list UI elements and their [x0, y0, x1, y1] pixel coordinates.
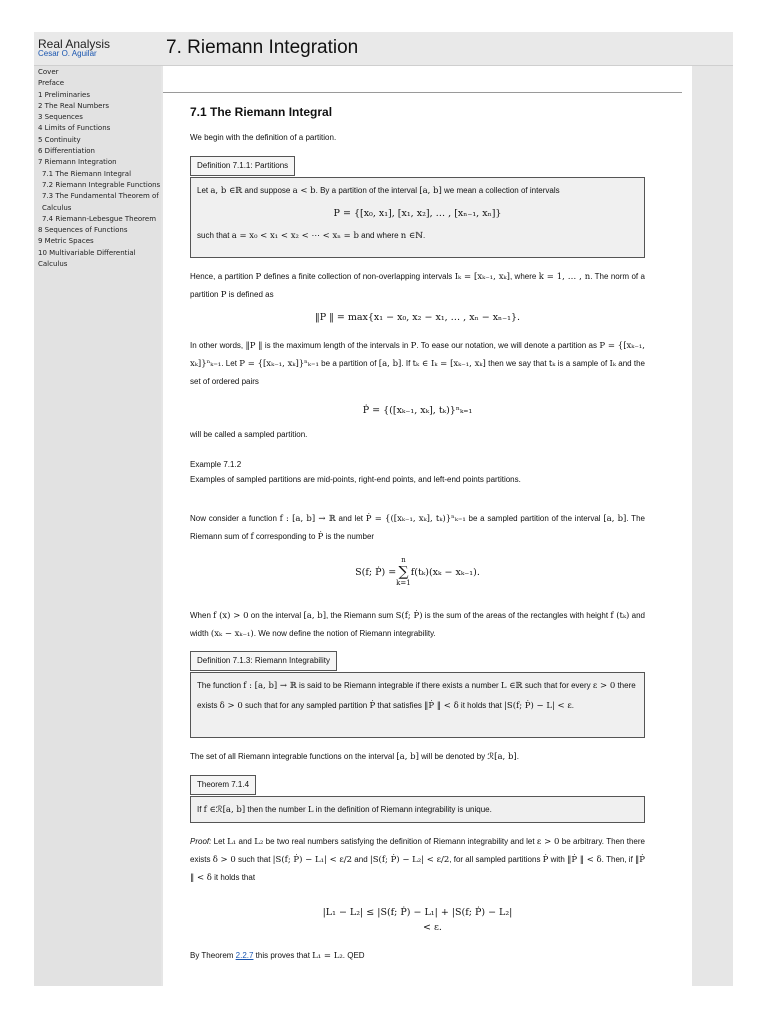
- paragraph-areas: When f (x) > 0 on the interval [a, b], the Riemann sum S(f; Ṗ) is the sum of the areas of the rectangles with height f (tₖ) and width (xₖ − xₖ₋₁). We now define the notion of Riemann integrability.: [190, 611, 645, 639]
- toc-item[interactable]: 8 Sequences of Functions: [38, 226, 128, 235]
- inequality-line-1: |L₁ − L₂| ≤ |S(f; Ṗ) − L₁| + |S(f; Ṗ) − L₂|: [322, 907, 513, 918]
- definition-label: Definition 7.1.1: Partitions: [190, 156, 295, 176]
- toc-item[interactable]: 7 Riemann Integration: [38, 158, 117, 167]
- chapter-title: 7. Riemann Integration: [166, 37, 359, 58]
- theorem-box: If f ∈ℛ[a, b] then the number L in the definition of Riemann integrability is unique.: [190, 796, 645, 823]
- paragraph-integrable-set: The set of all Riemann integrable functions on the interval [a, b] will be denoted by ℛ[a, b].: [190, 752, 519, 762]
- riemann-sum-equation: S(f; Ṗ) = n ∑ k=1 f(tₖ)(xₖ − xₖ₋₁).: [355, 556, 480, 587]
- paragraph-sampled: will be called a sampled partition.: [190, 430, 308, 439]
- norm-equation: ‖P ‖ = max{x₁ − x₀, x₂ − x₁, … , xₙ − xₙ₋₁}.: [314, 312, 521, 323]
- header-divider: [163, 92, 682, 93]
- toc-item[interactable]: Cover: [38, 68, 59, 76]
- definition-box: Let a, b ∈ℝ and suppose a < b. By a partition of the interval [a, b] we mean a collection of intervals P = {[x₀, x₁], [x₁, x₂], … , [xₙ₋₁, xₙ]} such that a = x₀ < x₁ < x₂ < ⋯ < xₙ = b and where n ∈ℕ.: [190, 177, 645, 258]
- table-of-contents: [38, 67, 161, 270]
- toc-item[interactable]: 10 Multivariable Differential Calculus: [38, 248, 136, 269]
- paragraph-norm: In other words, ‖P ‖ is the maximum length of the intervals in P. To ease our notation, we will denote a partition as P = {[xₖ₋₁, xₖ]}ⁿₖ₌₁. Let P = {[xₖ₋₁, xₖ]}ⁿₖ₌₁ be a partition of [a, b]. If tₖ ∈ Iₖ = [xₖ₋₁, xₖ] then we say that tₖ is a sample of Iₖ and the set of ordered pairs: [190, 341, 646, 386]
- inequality-block: [190, 905, 645, 935]
- toc-item[interactable]: 7.4 Riemann-Lebesgue Theorem: [42, 214, 157, 223]
- toc-item[interactable]: 9 Metric Spaces: [38, 237, 94, 246]
- toc-item[interactable]: 3 Sequences: [38, 113, 83, 122]
- example: [190, 457, 645, 487]
- toc-item[interactable]: 7.3 The Fundamental Theorem of Calculus: [42, 192, 159, 212]
- proof-paragraph: Proof: Let L₁ and L₂ be two real numbers satisfying the definition of Riemann integrability and let ε > 0 be arbitrary. Then there exists δ > 0 such that |S(f; Ṗ) − L₁| < ε/2 and |S(f; Ṗ) − L₂| < ε/2, for all sampled partitions Ṗ with ‖Ṗ ‖ < δ. Then, if ‖Ṗ ‖ < δ it holds that: [190, 837, 646, 883]
- book-title[interactable]: Real Analysis: [38, 37, 111, 51]
- toc-item[interactable]: 2 The Real Numbers: [38, 101, 110, 110]
- closing-paragraph: By Theorem 2.2.7 this proves that L₁ = L₂. QED: [190, 951, 365, 961]
- toc-item[interactable]: 7.1 The Riemann Integral: [42, 169, 132, 178]
- book-author[interactable]: Cesar O. Aguilar: [38, 49, 97, 58]
- theorem-label: Theorem 7.1.4: [190, 775, 256, 795]
- right-gutter: [692, 66, 733, 986]
- theorem-link[interactable]: 2.2.7: [235, 951, 254, 960]
- intro-paragraph: We begin with the definition of a partition.: [190, 133, 337, 142]
- paragraph-riemann-sum: Now consider a function f : [a, b] → ℝ and let Ṗ = {([xₖ₋₁, xₖ], tₖ)}ⁿₖ₌₁ be a sampled partition of the interval [a, b]. The Riemann sum of f corresponding to Ṗ is the number: [190, 514, 645, 542]
- toc-item[interactable]: 4 Limits of Functions: [38, 124, 111, 133]
- definition-label: Definition 7.1.3: Riemann Integrability: [190, 651, 337, 671]
- toc-item[interactable]: Preface: [38, 79, 65, 88]
- header-bar: [34, 32, 733, 66]
- example-label: Example 7.1.2: [190, 460, 242, 469]
- definition-box: The function f : [a, b] → ℝ is said to be Riemann integrable if there exists a number L ∈ℝ such that for every ε > 0 there exists δ > 0 such that for any sampled partition Ṗ that satisfies ‖Ṗ ‖ < δ it holds that |S(f; Ṗ) − L| < ε.: [190, 672, 645, 738]
- proof-label: Proof:: [190, 837, 212, 846]
- inequality-line-2: < ε.: [423, 922, 442, 933]
- example-text: Examples of sampled partitions are mid-points, right-end points, and left-end points partitions.: [190, 475, 521, 484]
- partition-equation: P = {[x₀, x₁], [x₁, x₂], … , [xₙ₋₁, xₙ]}: [333, 208, 502, 219]
- toc-item[interactable]: 5 Continuity: [38, 135, 81, 144]
- toc-item[interactable]: 7.2 Riemann Integrable Functions: [42, 180, 161, 189]
- toc-item[interactable]: 6 Differentiation: [38, 147, 95, 156]
- section-heading: 7.1 The Riemann Integral: [190, 105, 333, 119]
- sampled-partition-equation: Ṗ = {([xₖ₋₁, xₖ], tₖ)}ⁿₖ₌₁: [362, 405, 473, 416]
- paragraph-partition: Hence, a partition P defines a finite collection of non-overlapping intervals Iₖ = [xₖ₋₁, xₖ], where k = 1, … , n. The norm of a partition P is defined as: [190, 272, 645, 300]
- toc-item[interactable]: 1 Preliminaries: [38, 90, 90, 99]
